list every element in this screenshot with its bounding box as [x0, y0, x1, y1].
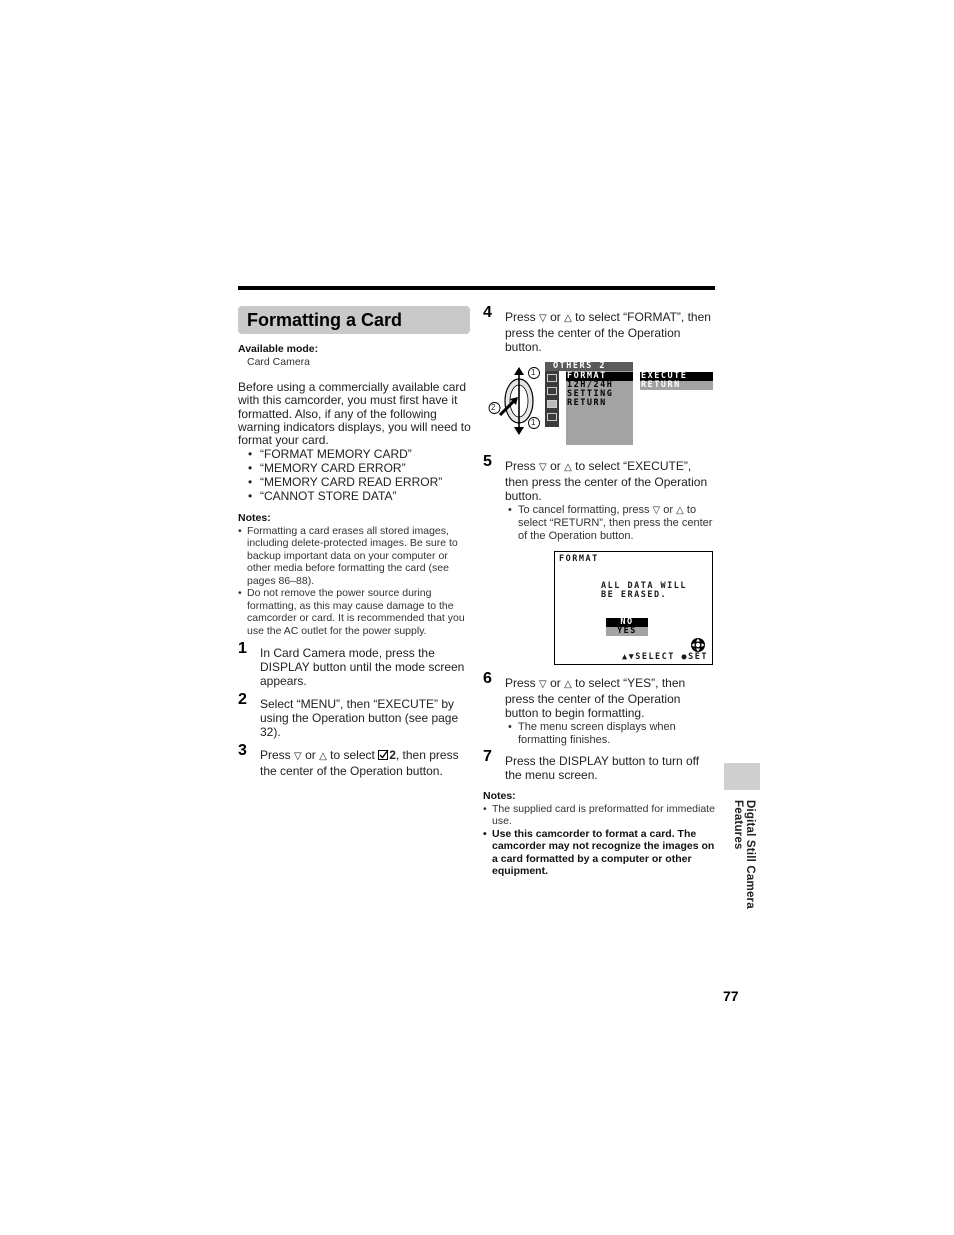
list-item: • Do not remove the power source during formatting, as this may cause damage to the camcorder or card. It is recommended that you use the AC outlet for the power supply. [238, 587, 468, 637]
list-item: • “MEMORY CARD READ ERROR” [238, 475, 470, 489]
step-text: or [550, 676, 561, 690]
step-text: to select “EXECUTE”, then press the center of the Operation button. [505, 459, 708, 503]
available-mode [238, 343, 470, 368]
step-4 [483, 304, 717, 354]
return-icon [547, 413, 557, 421]
step-number: 2 [238, 691, 247, 708]
down-arrow-icon: ▽ [652, 505, 661, 516]
section-rule [238, 286, 715, 290]
step-text: or [550, 310, 561, 324]
checkbox-menu-icon [378, 749, 389, 763]
step-5-bullet [505, 504, 717, 543]
callout-label: 1 [531, 368, 536, 377]
step-text: In Card Camera mode, press the DISPLAY button until the mode screen appears. [260, 646, 465, 688]
menu-item-setting: SETTING [567, 389, 614, 399]
list-item: • “FORMAT MEMORY CARD” [238, 447, 470, 461]
step-number: 5 [483, 453, 492, 470]
bullet-text: or [663, 504, 674, 516]
list-item: • “CANNOT STORE DATA” [238, 489, 470, 503]
bullet-text: to select “RETURN”, then press the center of the Operation button. [518, 504, 713, 542]
list-item: • Use this camcorder to format a card. The camcorder may not recognize the images on a card formatted by a computer or other equipment. [483, 828, 717, 878]
list-item: • Formatting a card erases all stored images, including delete-protected images. Be sure to backup important data on your computer or other media before formatting the card (see pages 86–88). [238, 525, 468, 588]
step-text: Press [505, 676, 536, 690]
format-screen-footer: ▲▼SELECT ●SET [621, 652, 708, 662]
menu-item-12h-24h: 12H/24H [567, 380, 614, 390]
submenu [640, 372, 713, 390]
step-text: Press the DISPLAY button to turn off the menu screen. [505, 754, 700, 782]
callout-label: 1 [531, 418, 536, 427]
side-tab [724, 763, 760, 790]
menu-item-return: RETURN [567, 398, 607, 408]
section-title: Formatting a Card [238, 306, 470, 334]
menu-item-format: FORMAT [566, 372, 633, 381]
available-mode-label: Available mode: [238, 343, 319, 355]
notes-label: Notes: [483, 790, 516, 802]
step-text: Select “MENU”, then “EXECUTE” by using the Operation button (see page 32). [260, 697, 459, 739]
step-number: 4 [483, 304, 492, 321]
menu-icon-strip [545, 371, 559, 427]
operation-button-illustration [488, 365, 544, 437]
step-number: 7 [483, 748, 492, 765]
step-text: to select “YES”, then press the center of the Operation button to begin formatting. [505, 676, 686, 720]
up-arrow-icon: △ [319, 751, 327, 762]
step-text: or [305, 748, 316, 762]
callout-label: 2 [491, 403, 496, 412]
camera-icon [547, 374, 557, 382]
step-6-bullet: • The menu screen displays when formatting finishes. [505, 721, 717, 747]
warning-list [238, 447, 470, 503]
menu-screen [545, 362, 715, 446]
submenu-item-return: RETURN [640, 381, 713, 390]
bullet-text: To cancel formatting, press [518, 504, 650, 516]
intro-paragraph: Before using a commercially available card with this camcorder, you must first have it formatted. Also, if any of the following warning indicators displays, you will need to format your card. [238, 380, 471, 448]
submenu-item-execute: EXECUTE [640, 372, 713, 381]
option-yes: YES [606, 627, 648, 636]
notes-label: Notes: [238, 512, 271, 524]
menu-header: OTHERS 2 [545, 362, 633, 371]
step-number: 3 [238, 742, 247, 759]
notes-1 [238, 512, 468, 637]
notes-2 [483, 790, 717, 878]
step-text: Press [260, 748, 291, 762]
step-number: 1 [238, 640, 247, 657]
step-1 [238, 640, 470, 688]
step-6 [483, 670, 717, 747]
menu-page-number: 2 [389, 748, 396, 762]
down-arrow-icon: ▽ [539, 462, 547, 473]
format-screen-title: FORMAT [559, 554, 599, 564]
checkbox-icon [547, 400, 557, 408]
format-screen-message: BE ERASED. [601, 590, 668, 600]
list-item: • “MEMORY CARD ERROR” [238, 461, 470, 475]
side-label: Digital Still Camera Features [732, 800, 756, 909]
list-item: • The supplied card is preformatted for immediate use. [483, 803, 717, 828]
step-3 [238, 742, 470, 778]
up-arrow-icon: △ [564, 462, 572, 473]
step-text: to select “FORMAT”, then press the center of the Operation button. [505, 310, 711, 354]
option-no: NO [606, 618, 648, 627]
up-arrow-icon: △ [564, 679, 572, 690]
up-arrow-icon: △ [564, 313, 572, 324]
format-screen-message: ALL DATA WILL [601, 581, 688, 591]
step-text: Press [505, 459, 536, 473]
step-text: Press [505, 310, 536, 324]
step-text: , then press the center of the Operation button. [260, 748, 459, 778]
page-number: 77 [723, 988, 739, 1004]
format-screen [554, 551, 713, 665]
available-mode-value: Card Camera [247, 355, 311, 368]
step-text: to select [330, 748, 375, 762]
down-arrow-icon: ▽ [539, 313, 547, 324]
down-arrow-icon: ▽ [539, 679, 547, 690]
step-7 [483, 748, 717, 782]
step-5 [483, 453, 717, 543]
up-arrow-icon: △ [676, 505, 684, 516]
down-arrow-icon: ▽ [294, 751, 302, 762]
step-2 [238, 691, 470, 739]
step-number: 6 [483, 670, 492, 687]
step-text: or [550, 459, 561, 473]
checkbox-icon [547, 387, 557, 395]
